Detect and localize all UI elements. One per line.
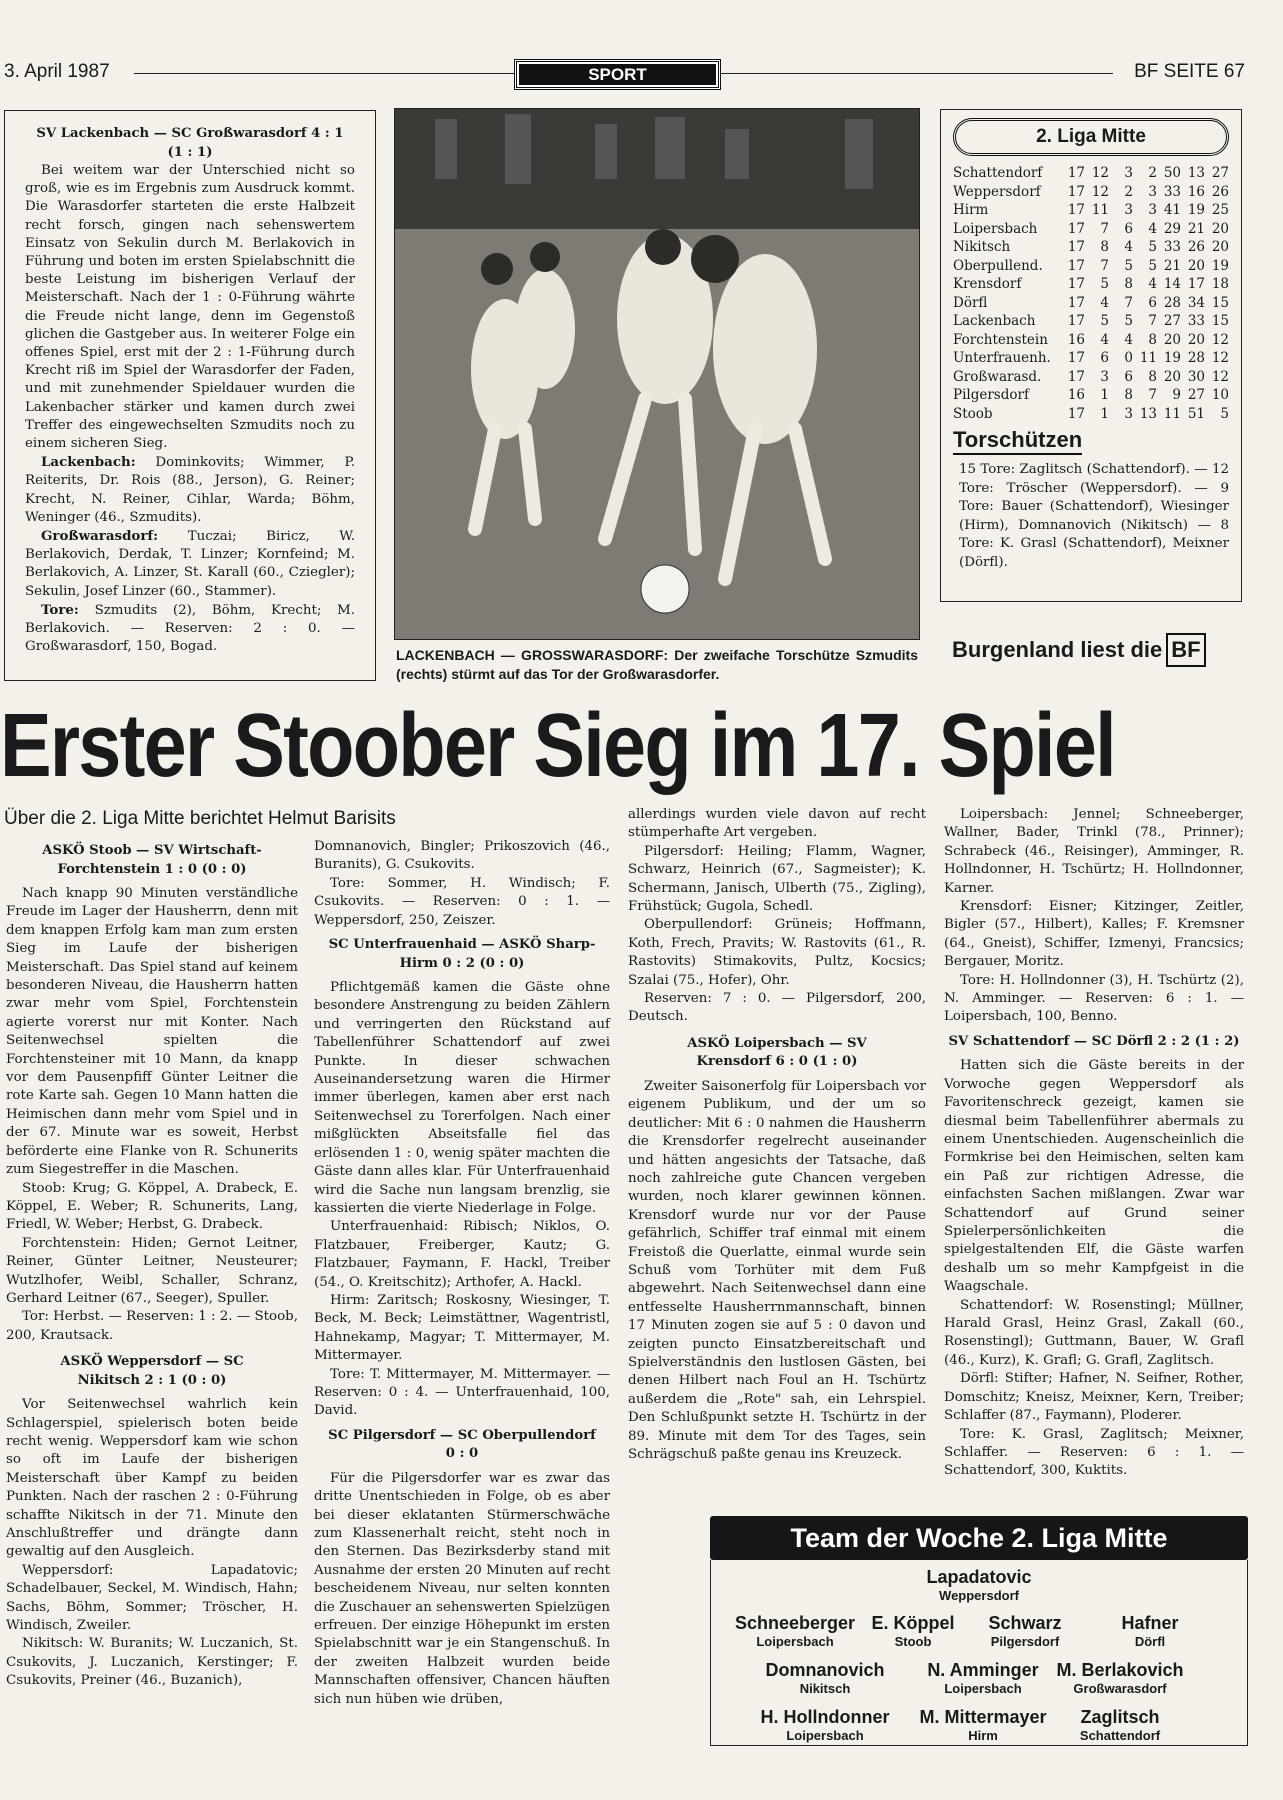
stat-cell: 51 — [1187, 405, 1205, 422]
stat-cell: 33 — [1163, 183, 1181, 200]
match-halftime: (1 : 1) — [167, 144, 213, 160]
column-text — [6, 885, 298, 1345]
page-number: BF SEITE 67 — [1134, 61, 1245, 82]
stat-cell: 17 — [1067, 276, 1085, 292]
stat-cell: 5 — [1100, 313, 1109, 329]
stat-cell: 19 — [1187, 202, 1205, 218]
stat-cell: 27 — [1163, 313, 1181, 329]
stat-cell: 4 — [1148, 276, 1157, 292]
stat-cell: 17 — [1067, 313, 1085, 329]
section-label-box — [514, 59, 721, 90]
player-name: M. Berlakovich — [1056, 1660, 1184, 1680]
team-name-cell: Krensdorf — [953, 276, 1022, 292]
stat-cell: 18 — [1211, 276, 1229, 292]
stat-cell: 11 — [1091, 202, 1109, 218]
paragraph: Domnanovich, Bingler; Prikoszovich (46., Buranits), G. Csukovits. — [314, 839, 610, 873]
stat-cell: 17 — [1067, 165, 1085, 181]
goals-line: Tore: H. Hollndonner (3), H. Tschürtz (2), N. Amminger. — Reserven: 6 : 1. — Loipersbach, 100, Benno. — [944, 972, 1244, 1025]
stat-cell: 50 — [1163, 165, 1181, 181]
team-name-cell: Dörfl — [953, 294, 988, 311]
stat-cell: 16 — [1067, 331, 1085, 348]
table-row — [953, 183, 1229, 202]
stat-cell: 41 — [1163, 202, 1181, 218]
goals-line: Tore: Sommer, H. Windisch; F. Csukovits. — Reserven: 0 : 1. — Weppersdorf, 250, Zeiszer. — [314, 875, 610, 928]
lineup: Hirm: Zaritsch; Roskosny, Wiesinger, T. Beck, M. Beck; Leimstättner, Wagentristl, Hahnekamp, Magyar; T. Mittermayer, M. Mittermayer. — [314, 1292, 610, 1364]
lineup-lackenbach: Lackenbach: Dominkovits; Wimmer, P. Reiterits, Dr. Rois (88., Jerson), G. Reiner; Krecht, N. Reiner, Cihlar, Warda; Böhm, Weninger (46., Szmudits). — [25, 454, 355, 525]
player-club: Nikitsch — [799, 1681, 851, 1696]
stat-cell: 5 — [1148, 239, 1157, 255]
player-name: Zaglitsch — [1080, 1707, 1160, 1727]
lineup: Unterfrauenhaid: Ribisch; Niklos, O. Flatzbauer, Freiberger, Kautz; G. Flatzbauer, Faymann, F. Hackl, Treiber (54., O. Kreitschitz); Arthofer, A. Hackl. — [314, 1219, 610, 1290]
column-text — [944, 806, 1244, 1027]
team-name-cell: Unterfrauenh. — [953, 350, 1051, 366]
lineup: Dörfl: Stifter; Hafner, N. Seifner, Rother, Domschitz; Kneisz, Meixner, Kern, Treiber; Schlaffer (87., Faymann), Ploderer. — [944, 1371, 1244, 1424]
stat-cell: 17 — [1187, 276, 1205, 292]
paragraph: Für die Pilgersdorfer war es zwar das dritte Unentschieden in Folge, ob es aber bei dieser eklatanten Stürmerschwäche zum Klassenerhalt reicht, steht noch in den Sternen. Das Bezirksderby stand mit Ausnahme der ersten 20 Minuten auf recht bescheidenem Niveau, nur selten konnten die Zuschauer an sehenswerten Spielzügen erfreuen. Der einzige Höhepunkt im ersten Spielabschnitt war je ein Stangenschuß. In der zweiten Halbzeit wurden beide Mannschaften offensiver, Chancen häuften sich nun hüben wie drüben, — [314, 1470, 610, 1707]
team-name-cell: Weppersdorf — [953, 183, 1041, 200]
table-row — [953, 349, 1229, 368]
stat-cell: 20 — [1163, 331, 1181, 348]
stat-cell: 28 — [1187, 350, 1205, 366]
lineup: Loipersbach: Jennel; Schneeberger, Wallner, Bader, Trinkl (78., Prinner); Schrabeck (46., Reisinger), Amminger, R. Hollndonner, H. Tschürtz; H. Hollndonner, Karner. — [944, 807, 1244, 896]
goals-line: Tore: K. Grasl, Zaglitsch; Meixner, Schlaffer. — Reserven: 6 : 1. — Schattendorf, 300, Kuktits. — [944, 1426, 1244, 1479]
stat-cell: 26 — [1187, 239, 1205, 255]
team-name-cell: Großwarasd. — [953, 368, 1042, 385]
stat-cell: 19 — [1211, 257, 1229, 274]
column-1 — [6, 838, 298, 1691]
stat-cell: 7 — [1148, 387, 1157, 403]
table-row — [953, 257, 1229, 276]
stat-cell: 14 — [1163, 276, 1181, 292]
table-row — [953, 368, 1229, 387]
match-heading: SV Lackenbach — SC Großwarasdorf 4 : 1 — [36, 126, 344, 141]
match-heading: SV Schattendorf — SC Dörfl 2 : 2 (1 : 2) — [948, 1033, 1240, 1049]
stat-cell: 5 — [1124, 257, 1133, 274]
stat-cell: 6 — [1124, 368, 1133, 385]
stat-cell: 26 — [1211, 183, 1229, 200]
match-body — [25, 162, 355, 656]
player-name: Domnanovich — [765, 1660, 885, 1680]
column-text — [628, 1078, 926, 1465]
stat-cell: 1 — [1100, 405, 1109, 422]
stat-cell: 5 — [1100, 276, 1109, 292]
stat-cell: 25 — [1211, 202, 1229, 218]
stat-cell: 7 — [1124, 294, 1133, 311]
paragraph: allerdings wurden viele davon auf recht stümperhafte Art vergeben. — [628, 807, 926, 841]
stat-cell: 4 — [1124, 331, 1133, 348]
column-text — [314, 979, 610, 1421]
match-report-lackenbach — [4, 110, 376, 681]
stat-cell: 17 — [1067, 202, 1085, 218]
column-text — [944, 1057, 1244, 1480]
paragraph: Hatten sich die Gäste bereits in der Vorwoche gegen Weppersdorf als Favoritenschreck gezeigt, kamen sie diesmal beim Tabellenführer abermals zu einem Unentschieden. Augenscheinlich die Formkrise bei den Heimischen, selten kam ein Paß zur richtigen Adresse, die einfachsten Sachen mißlangen. Zwar war Schattendorf auf Grund seiner Spielerpersönlichkeiten die spielgestaltenden Elf, die Gäste warfen deshalb um so mehr Kampfgeist in die Waagschale. — [944, 1058, 1244, 1295]
stat-cell: 33 — [1187, 313, 1205, 329]
paragraph: Bei weitem war der Unterschied nicht so groß, wie es im Ergebnis zum Ausdruck kommt. Die Warasdorfer starteten die erste Halbzeit recht forsch, gingen nach sehenswertem Einsatz von Sekulin durch M. Berlakovich in Führung und boten im ersten Spielabschnitt die beste Leistung im bisherigen Verlauf der Meisterschaft. Nach der 1 : 0-Führung währte die Freude nicht lange, denn im Gegenstoß glichen die Gastgeber aus. In weiterer Folge ein offenes Spiel, erst mit der 2 : 1-Führung durch Krecht riß im Spiel der Warasdorfer der Faden, und mit zunehmender Spieldauer wurden die Lakenbacher stärker und kamen durch zwei Treffer des eingewechselten Szmudits noch zu einem sicheren Sieg. — [25, 163, 355, 452]
player-name: N. Amminger — [927, 1660, 1039, 1680]
table-row — [953, 312, 1229, 331]
stat-cell: 17 — [1067, 294, 1085, 311]
stat-cell: 30 — [1187, 368, 1205, 385]
headline: Erster Stoober Sieg im 17. Spiel — [0, 696, 1115, 796]
player-club: Großwarasdorf — [1073, 1681, 1167, 1696]
table-row — [953, 386, 1229, 405]
table-row — [953, 201, 1229, 220]
team-name-cell: Oberpullend. — [953, 257, 1043, 274]
stat-cell: 12 — [1211, 368, 1229, 385]
stat-cell: 20 — [1211, 239, 1229, 255]
table-row — [953, 331, 1229, 350]
lineup: Forchtenstein: Hiden; Gernot Leitner, Reiner, Günter Leitner, Neusteurer; Wutzlhofer, Weibl, Schaller, Schranz, Gerhard Leitner (67., Seeger), Spuller. — [6, 1235, 298, 1306]
stat-cell: 20 — [1211, 220, 1229, 237]
player-club: Schattendorf — [1079, 1728, 1161, 1743]
player-club: Loipersbach — [756, 1634, 834, 1649]
stat-cell: 11 — [1163, 405, 1181, 422]
stat-cell: 17 — [1067, 405, 1085, 422]
stat-cell: 28 — [1163, 294, 1181, 311]
stat-cell: 27 — [1187, 387, 1205, 403]
stat-cell: 17 — [1067, 368, 1085, 385]
stat-cell: 11 — [1139, 350, 1157, 366]
stat-cell: 20 — [1163, 368, 1181, 385]
league-table — [953, 164, 1229, 423]
paragraph: Zweiter Saisonerfolg für Loipersbach vor eigenem Publikum, und der um so deutlicher: Mit 6 : 0 nahmen die Hausherrn die Krensdorfer regelrecht auseinander und hätten angesichts der Tatsache, daß noch zahlreiche gute Chancen vergeben wurden, noch klarer gewinnen können. Krensdorf wurde nur vor der Pause gefährlich, Schiffer traf einmal mit einem Freistoß die Querlatte, einmal wurde sein Schuß vom Torhüter mit dem Fuß abgewehrt. Nach Seitenwechsel dann eine entfesselte Hausherrnmannschaft, binnen 17 Minuten zogen sie auf 5 : 0 davon und zeigten puncto Einsatzbereitschaft und Spielverständnis den lustlosen Gästen, bei denen Hilbert nach Foul an H. Tschürtz außerdem die „Rote" sah, ein Lehrspiel. Den Schlußpunkt setzte H. Tschürtz in der 89. Minute mit dem Tor des Tages, sein Schrägschuß paßte genau ins Kreuzeck. — [628, 1078, 926, 1462]
lineup: Weppersdorf: Lapadatovic; Schadelbauer, Seckel, M. Windisch, Hahn; Sachs, Böhm, Sommer; Tröscher, H. Windisch, Zweiler. — [6, 1562, 298, 1634]
stat-cell: 6 — [1124, 220, 1133, 237]
player-name: Lapadatovic — [926, 1567, 1032, 1587]
match-heading: ASKÖ Stoob — SV Wirtschaft-Forchtenstein 1 : 0 (0 : 0) — [42, 843, 262, 877]
stat-cell: 6 — [1100, 350, 1109, 366]
column-text — [314, 838, 610, 930]
player-name: M. Mittermayer — [919, 1707, 1047, 1727]
stat-cell: 15 — [1211, 294, 1229, 311]
lineup-grosswarasdorf: Großwarasdorf: Tuczai; Biricz, W. Berlakovich, Derdak, T. Linzer; Kornfeind; M. Berlakovich, A. Linzer, St. Karall (60., Cziegler); Sekulin, Josef Linzer (60., Stammer). — [25, 528, 355, 599]
header-rule-right — [721, 73, 1113, 74]
goals-line: Tore: T. Mittermayer, M. Mittermayer. — Reserven: 0 : 4. — Unterfrauenhaid, 100, David. — [314, 1366, 610, 1419]
column-2 — [314, 838, 610, 1709]
byline: Über die 2. Liga Mitte berichtet Helmut Barisits — [4, 808, 396, 829]
stat-cell: 16 — [1067, 387, 1085, 403]
team-name-cell: Hirm — [953, 202, 989, 218]
match-heading: SC Unterfrauenhaid — ASKÖ Sharp-Hirm 0 : 2 (0 : 0) — [328, 937, 596, 971]
promo-text: Burgenland liest die — [952, 637, 1163, 662]
stat-cell: 29 — [1163, 220, 1181, 237]
stat-cell: 4 — [1124, 239, 1133, 255]
stat-cell: 17 — [1067, 350, 1085, 366]
issue-date: 3. April 1987 — [4, 61, 110, 82]
stat-cell: 27 — [1211, 165, 1229, 181]
promo-banner — [952, 631, 1227, 669]
team-name-cell: Loipersbach — [953, 220, 1038, 237]
player-club: Stoob — [894, 1634, 932, 1649]
stat-cell: 7 — [1148, 313, 1157, 329]
player-club: Loipersbach — [786, 1728, 864, 1743]
stat-cell: 21 — [1187, 220, 1205, 237]
stat-cell: 8 — [1100, 239, 1109, 255]
team-name-cell: Pilgersdorf — [953, 387, 1029, 403]
stat-cell: 17 — [1067, 183, 1085, 200]
league-table-title: 2. Liga Mitte — [953, 118, 1229, 156]
lineup: Krensdorf: Eisner; Kitzinger, Zeitler, Bigler (57., Hilbert), Kalles; F. Kremsner (64., Gneist), Schiffer, Izmenyi, Francsics; Bergauer, Moritz. — [944, 899, 1244, 970]
stat-cell: 12 — [1211, 350, 1229, 366]
photo-illustration — [395, 109, 920, 640]
stat-cell: 5 — [1148, 257, 1157, 274]
stat-cell: 13 — [1139, 405, 1157, 422]
paragraph: Pflichtgemäß kamen die Gäste ohne besondere Anstrengung zu beiden Zählern und verringerten den Rückstand auf Tabellenführer Schattendorf auf zwei Punkte. In dieser schwachen Auseinandersetzung waren die Hirmer immer überlegen, kamen aber erst nach Seitenwechsel zu Torerfolgen. Nach einer mißglückten Abseitsfalle fiel das erlösenden 1 : 0, wenig später machten die Gäste dann alles klar. Für Unterfrauenhaid wird die Sache nun langsam brenzlig, sie kassierten die vierte Niederlage in Folge. — [314, 980, 610, 1216]
stat-cell: 0 — [1124, 350, 1133, 366]
team-name-cell: Schattendorf — [953, 165, 1043, 181]
stat-cell: 12 — [1211, 331, 1229, 348]
team-name-cell: Lackenbach — [953, 313, 1036, 329]
player-club: Dörfl — [1134, 1634, 1166, 1649]
stat-cell: 21 — [1163, 257, 1181, 274]
player-club: Weppersdorf — [939, 1588, 1019, 1603]
goals-line: Tor: Herbst. — Reserven: 1 : 2. — Stoob, 200, Krautsack. — [6, 1309, 298, 1343]
stat-cell: 20 — [1187, 331, 1205, 348]
stat-cell: 15 — [1211, 313, 1229, 329]
column-text — [314, 1470, 610, 1709]
player-name: Schwarz — [988, 1613, 1062, 1633]
stat-cell: 8 — [1148, 331, 1157, 348]
stat-cell: 7 — [1100, 220, 1109, 237]
stat-cell: 3 — [1124, 202, 1133, 218]
stat-cell: 4 — [1100, 331, 1109, 348]
stat-cell: 7 — [1100, 257, 1109, 274]
player-name: Schneeberger — [734, 1613, 856, 1633]
stat-cell: 34 — [1187, 294, 1205, 311]
stat-cell: 6 — [1148, 294, 1157, 311]
player-club: Hirm — [968, 1728, 998, 1743]
stat-cell: 2 — [1124, 183, 1133, 200]
stat-cell: 12 — [1091, 183, 1109, 200]
stat-cell: 2 — [1148, 165, 1157, 181]
lineup: Nikitsch: W. Buranits; W. Luczanich, St. Csukovits, J. Luczanich, Kerstinger; F. Csukovits, Preiner (46., Buzanich), — [6, 1636, 298, 1689]
stat-cell: 16 — [1187, 183, 1205, 200]
match-photo — [394, 108, 920, 640]
team-of-week-frame — [710, 1560, 1248, 1746]
scorers-title: Torschützen — [953, 427, 1082, 455]
team-name-cell: Stoob — [953, 405, 993, 422]
goals-line: Reserven: 7 : 0. — Pilgersdorf, 200, Deutsch. — [628, 991, 926, 1025]
scorers-list: 15 Tore: Zaglitsch (Schattendorf). — 12 Tore: Tröscher (Weppersdorf). — 9 Tore: Bauer (Schattendorf), Wiesinger (Hirm), Domnanovich (Nikitsch) — 8 Tore: K. Grasl (Schattendorf), Meixner (Dörfl). — [959, 462, 1229, 570]
paragraph: Vor Seitenwechsel wahrlich kein Schlagerspiel, spielerisch boten beide recht wenig. Weppersdorf kam wie schon so oft im Laufe der bisherigen Meisterschaft über Kampf zu beiden Punkten. Nach der raschen 2 : 0-Führung schaffte Nikitsch in der 71. Minute den Anschlußtreffer und drängte dann gewaltig auf den Ausgleich. — [6, 1397, 298, 1560]
stat-cell: 17 — [1067, 220, 1085, 237]
lineup: Stoob: Krug; G. Köppel, A. Drabeck, E. Köppel, E. Weber; R. Schunerits, Lang, Friedl, W. Weber; Herbst, G. Drabeck. — [6, 1180, 298, 1233]
photo-caption: LACKENBACH — GROSSWARASDORF: Der zweifache Torschütze Szmudits (rechts) stürmt auf das Tor der Großwarasdorfer. — [396, 647, 918, 682]
goals-line: Tore: Szmudits (2), Böhm, Krecht; M. Berlakovich. — Reserven: 2 : 0. — Großwarasdorf, 150, Bogad. — [25, 601, 355, 655]
table-row — [953, 220, 1229, 239]
team-name-cell: Forchtenstein — [953, 331, 1048, 348]
stat-cell: 8 — [1148, 368, 1157, 385]
stat-cell: 33 — [1163, 239, 1181, 255]
table-row — [953, 405, 1229, 424]
paragraph: Nach knapp 90 Minuten verständliche Freude im Lager der Hausherrn, denn mit dem knappen Erfolg kam man zum ersten Sieg im Laufe der bisherigen Meisterschaft. Das Spiel stand auf keinem besonderen Niveau, die Hausherrn hatten zwar mehr vom Spiel, Forchtenstein agierte vorerst nur mit Konter. Nach Seitenwechsel spielten die Forchtensteiner mit 10 Mann, da knapp vor dem Pausenpfiff Günter Leitner die rote Karte sah. Gegen 10 Mann hatten die Heimischen dann mehr vom Spiel und in der 67. Minute war es soweit, Herbst beförderte eine Flanke von R. Schunerits zum Siegestreffer in die Maschen. — [6, 886, 298, 1178]
stat-cell: 3 — [1100, 368, 1109, 385]
column-4 — [944, 806, 1244, 1481]
stat-cell: 3 — [1148, 202, 1157, 218]
header-rule-left — [134, 73, 514, 74]
bf-logo: BF — [1166, 633, 1205, 667]
table-row — [953, 164, 1229, 183]
stat-cell: 3 — [1124, 405, 1133, 422]
stat-cell: 20 — [1187, 257, 1205, 274]
stat-cell: 1 — [1100, 387, 1109, 403]
stat-cell: 10 — [1211, 387, 1229, 403]
stat-cell: 19 — [1163, 350, 1181, 366]
stat-cell: 8 — [1124, 276, 1133, 292]
column-text — [6, 1396, 298, 1691]
league-table-box — [940, 109, 1242, 602]
stat-cell: 9 — [1172, 387, 1181, 403]
stat-cell: 3 — [1148, 183, 1157, 200]
player-club: Pilgersdorf — [990, 1634, 1060, 1649]
player-name: E. Köppel — [871, 1613, 955, 1633]
stat-cell: 4 — [1148, 220, 1157, 237]
section-label: SPORT — [519, 64, 716, 85]
team-name-cell: Nikitsch — [953, 239, 1011, 255]
stat-cell: 4 — [1100, 294, 1109, 311]
table-row — [953, 238, 1229, 257]
lineup: Pilgersdorf: Heiling; Flamm, Wagner, Schwarz, Heinrich (67., Sagmeister); K. Schermann, Janisch, Ulberth (75., Zigling), Frühstück; Gugola, Schedl. — [628, 843, 926, 915]
player-name: H. Hollndonner — [760, 1707, 890, 1727]
match-heading: ASKÖ Loipersbach — SV Krensdorf 6 : 0 (1 : 0) — [687, 1035, 867, 1070]
column-3 — [628, 806, 926, 1464]
lineup: Schattendorf: W. Rosenstingl; Müllner, Harald Grasl, Heinz Grasl, Zakall (60., Rosenstingl); Guttmann, Bauer, W. Grafl (46., Kurz), K. Grafl; G. Grafl, Zaglitsch. — [944, 1297, 1244, 1368]
stat-cell: 5 — [1220, 405, 1229, 422]
stat-cell: 17 — [1067, 257, 1085, 274]
stat-cell: 13 — [1187, 165, 1205, 181]
lineup: Oberpullendorf: Grüneis; Hoffmann, Koth, Frech, Pravits; W. Rastovits (61., R. Rastovits) Stimakovits, Pultz, Kocsics; Szalai (75., Hofer), Ohr. — [628, 917, 926, 988]
match-heading: ASKÖ Weppersdorf — SC Nikitsch 2 : 1 (0 : 0) — [60, 1354, 244, 1388]
stat-cell: 17 — [1067, 239, 1085, 255]
player-name: Hafner — [1121, 1613, 1179, 1633]
stat-cell: 5 — [1124, 313, 1133, 329]
team-of-week-title: Team der Woche 2. Liga Mitte — [710, 1516, 1248, 1560]
stat-cell: 12 — [1091, 165, 1109, 181]
player-club: Loipersbach — [944, 1681, 1022, 1696]
match-heading: SC Pilgersdorf — SC Oberpullendorf 0 : 0 — [328, 1427, 596, 1462]
table-row — [953, 275, 1229, 294]
stat-cell: 3 — [1124, 165, 1133, 181]
column-text — [628, 806, 926, 1027]
stat-cell: 8 — [1124, 387, 1133, 403]
table-row — [953, 294, 1229, 313]
